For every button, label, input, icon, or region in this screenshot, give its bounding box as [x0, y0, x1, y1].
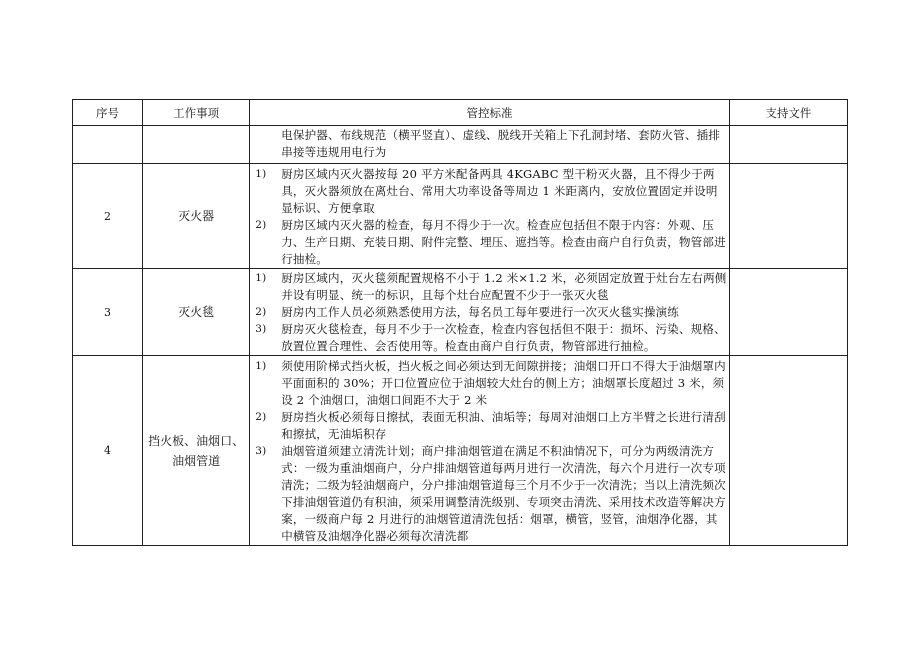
standard-item: [250, 443, 729, 545]
table-row: [73, 356, 848, 546]
standard-item-text: 厨房挡火板必须每日擦拭，表面无积油、油垢等；每周对油烟口上方半臂之长进行清刮和擦拭，无油垢积存: [281, 409, 726, 441]
row-standards: [250, 269, 730, 356]
header-work-item: 工作事项: [143, 100, 250, 126]
table-row-continuation: [73, 126, 848, 164]
standard-item-text: 厨房区域内，灭火毯须配置规格不小于 1.2 米×1.2 米，必须固定放置于灶台左右两侧并设有明显、统一的标识，且每个灶台应配置不少于一张灭火毯: [281, 271, 727, 302]
row-work-item: 灭火器: [143, 164, 250, 269]
standard-item-number: 1): [255, 359, 267, 372]
standard-item: [250, 166, 729, 217]
row-work-item: 灭火毯: [143, 269, 250, 356]
standard-item-text: 厨房内工作人员必须熟悉使用方法，每名员工每年要进行一次灭火毯实操演练: [281, 305, 679, 319]
row-standards: [250, 164, 730, 269]
continuation-item-cell: [143, 126, 250, 164]
standard-item-text: 厨房区域内灭火器的检查，每月不得少于一次。检查应包括但不限于内容：外观、压力、生产日期、充装日期、附件完整、埋压、遮挡等。检查由商户自行负责，物管部进行抽检。: [281, 217, 726, 266]
standard-item-number: 3): [255, 444, 267, 457]
standard-item-number: 2): [255, 306, 267, 318]
standard-item-text: 油烟管道须建立清洗计划；商户排油烟管道在满足不积油情况下，可分为两级清洗方式：一级为重油烟商户，分户排油烟管道每两月进行一次清洗，每六个月进行一次专项清洗；二级为轻油烟商户，分户排油烟管道每三个月不少于一次清洗；当以上清洗频次下排油烟管道仍有积油，须采用调整清洗级别、专项突击清洗、采用技术改造等解决方案，一级商户每 2 月进行的油烟管道清洗包括：烟罩，横管，竖管，油烟净化器，其中横管及油烟净化器必须每次清洗都: [281, 443, 726, 543]
row-number: 2: [73, 164, 143, 269]
standard-item-text: 厨房区域内灭火器按每 20 平方米配备两具 4KGABC 型干粉灭火器，且不得少于两具，灭火器须放在离灶台、常用大功率设备等周边 1 米距离内，安放位置固定并设明显标识、方便拿取: [281, 166, 718, 215]
row-number: 3: [73, 269, 143, 356]
standard-item-text: 厨房灭火毯检查，每月不少于一次检查，检查内容包括但不限于：损坏、污染、规格、放置位置合理性、会否使用等。检查由商户自行负责，物管部进行抽检。: [281, 322, 726, 353]
control-standards-table: [72, 99, 848, 546]
row-number: 4: [73, 356, 143, 546]
standard-item: [250, 270, 729, 304]
table-row: [73, 164, 848, 269]
row-work-item: 挡火板、油烟口、油烟管道: [143, 356, 250, 546]
standard-item: [250, 217, 729, 268]
header-supporting-documents: 支持文件: [729, 100, 847, 126]
standard-item-text: 须使用阶梯式挡火板，挡火板之间必须达到无间隙拼接；油烟口开口不得大于油烟罩内平面面积的 30%；开口位置应位于油烟较大灶台的侧上方；油烟罩长度超过 3 米，须设 2 个油烟口，油烟口间距不大于 2 米: [281, 358, 726, 407]
continuation-no-cell: [73, 126, 143, 164]
continuation-text: 电保护器、布线规范（横平竖直）、虚线、脱线开关箱上下孔洞封堵、套防火管、插排串接等违规用电行为: [281, 128, 721, 159]
standard-item: [250, 409, 729, 443]
table-header-row: [73, 100, 848, 126]
standard-item-number: 3): [255, 323, 267, 335]
header-control-standard: 管控标准: [250, 100, 730, 126]
standard-item: [250, 304, 729, 321]
header-serial-number: 序号: [73, 100, 143, 126]
standard-item: [250, 321, 729, 355]
standard-item: [250, 358, 729, 409]
standard-item-number: 2): [255, 410, 267, 423]
row-supporting-doc: [729, 269, 847, 356]
table-row: [73, 269, 848, 356]
standard-item-number: 1): [255, 167, 267, 180]
continuation-doc-cell: [729, 126, 847, 164]
row-supporting-doc: [729, 356, 847, 546]
row-standards: [250, 356, 730, 546]
row-supporting-doc: [729, 164, 847, 269]
continuation-standard-cell: [250, 126, 730, 164]
standard-item-number: 1): [255, 272, 267, 284]
standard-item-number: 2): [255, 218, 267, 231]
